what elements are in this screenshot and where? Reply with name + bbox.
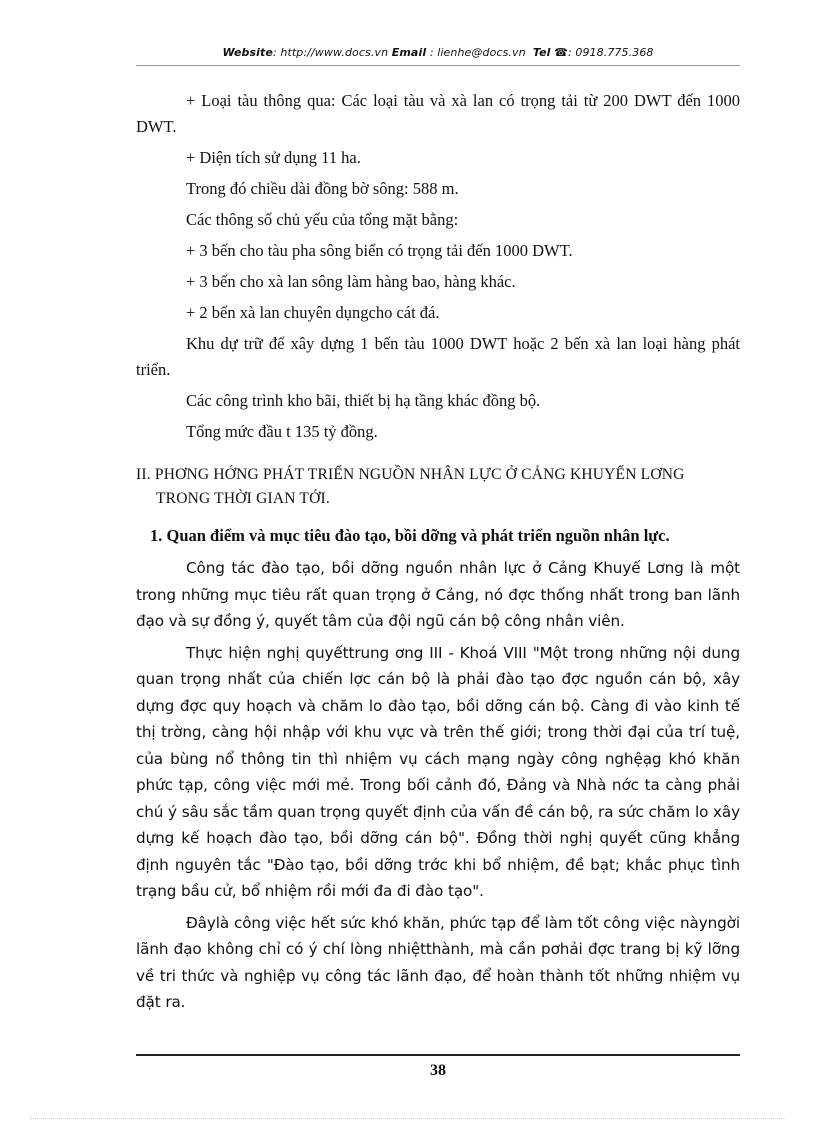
section-heading-line2: TRONG THỜI GIAN TỚI. bbox=[156, 490, 330, 507]
tel-value: : 0918.775.368 bbox=[567, 46, 654, 59]
paragraph: Tổng mức đầu t 135 tỷ đồng. bbox=[186, 422, 378, 441]
website-label: Website bbox=[222, 46, 273, 59]
phone-icon: ☎ bbox=[554, 46, 568, 59]
page-bottom-border bbox=[30, 1118, 786, 1119]
paragraph: + 3 bến cho xà lan sông làm hàng bao, hàng khác. bbox=[186, 272, 516, 291]
paragraph: Thực hiện nghị quyếttrung ơng III - Khoá VIII "Một trong những nội dung quan trọng nhất của chiến lợc cán bộ là phải đào tạo đợc nguồn cán bộ, xây dựng đợc quy hoạch và chăm lo đào tạo, bồi dỡng cán bộ. Càng đi vào kinh tế thị trờng, càng hội nhập với khu vực và trên thế giới; trong thời đại của trí tuệ, của bùng nổ thông tin thì nhiệm vụ cách mạng ngày công nghệạg khó khăn phức tạp, công việc mới mẻ. Trong bối cảnh đó, Đảng và Nhà nớc ta càng phải chú ý sâu sắc tầm quan trọng quyết định của vấn đề cán bộ, ra sức chăm lo xây dựng kế hoạch đào tạo, bồi dỡng cán bộ". Đồng thời nghị quyết cũng khẳng định nguyên tắc "Đào tạo, bồi dỡng trớc khi bổ nhiệm, đề bạt; khắc phục tình trạng bầu cử, bổ nhiệm rồi mới đa đi đào tạo". bbox=[136, 643, 740, 900]
header-rule bbox=[136, 65, 740, 66]
paragraph: + 2 bến xà lan chuyên dụngcho cát đá. bbox=[186, 303, 440, 322]
paragraph: + Loại tàu thông qua: Các loại tàu và xà lan có trọng tải từ 200 DWT đến 1000 DWT. bbox=[136, 91, 740, 136]
paragraph: Công tác đào tạo, bồi dỡng nguồn nhân lực ở Cảng Khuyế Lơng là một trong những mục tiêu rất quan trọng ở Cảng, nó đợc thống nhất trong ban lãnh đạo và sự đồng ý, quyết tâm của đội ngũ cán bộ công nhân viên. bbox=[136, 559, 740, 630]
email-label: Email bbox=[391, 46, 427, 59]
body-text bbox=[136, 88, 740, 1021]
paragraph: Đâylà công việc hết sức khó khăn, phức tạp để làm tốt công việc nàyngời lãnh đạo không chỉ có ý chí lòng nhiệtthành, mà cần pơhải đợc trang bị kỹ lỡng về tri thức và nghiệp vụ công tác lãnh đạo, để hoàn thành tốt những nhiệm vụ đặt ra. bbox=[136, 913, 740, 1011]
website-value: : http://www.docs.vn bbox=[272, 46, 389, 59]
paragraph: + 3 bến cho tàu pha sông biển có trọng tải đến 1000 DWT. bbox=[186, 241, 573, 260]
paragraph: Các công trình kho bãi, thiết bị hạ tầng khác đồng bộ. bbox=[186, 391, 541, 410]
paragraph: Các thông số chủ yếu của tổng mặt bằng: bbox=[186, 210, 459, 229]
footer-rule bbox=[136, 1054, 740, 1056]
subsection-heading: 1. Quan điểm và mục tiêu đào tạo, bồi dỡng và phát triển nguồn nhân lực. bbox=[150, 526, 670, 545]
paragraph: Trong đó chiều dài đồng bờ sông: 588 m. bbox=[186, 179, 459, 198]
email-value: : lienhe@docs.vn bbox=[429, 46, 526, 59]
section-heading-line1: II. PHƠNG HỚNG PHÁT TRIỂN NGUỒN NHÂN LỰC Ở CẢNG KHUYẾN LƠNG bbox=[136, 466, 685, 483]
page-number: 38 bbox=[430, 1062, 446, 1079]
page-header bbox=[136, 46, 740, 59]
paragraph: + Diện tích sử dụng 11 ha. bbox=[186, 148, 361, 167]
tel-label: Tel bbox=[532, 46, 551, 59]
paragraph: Khu dự trữ để xây dựng 1 bến tàu 1000 DWT hoặc 2 bến xà lan loại hàng phát triển. bbox=[136, 334, 740, 379]
section-heading bbox=[136, 463, 740, 511]
